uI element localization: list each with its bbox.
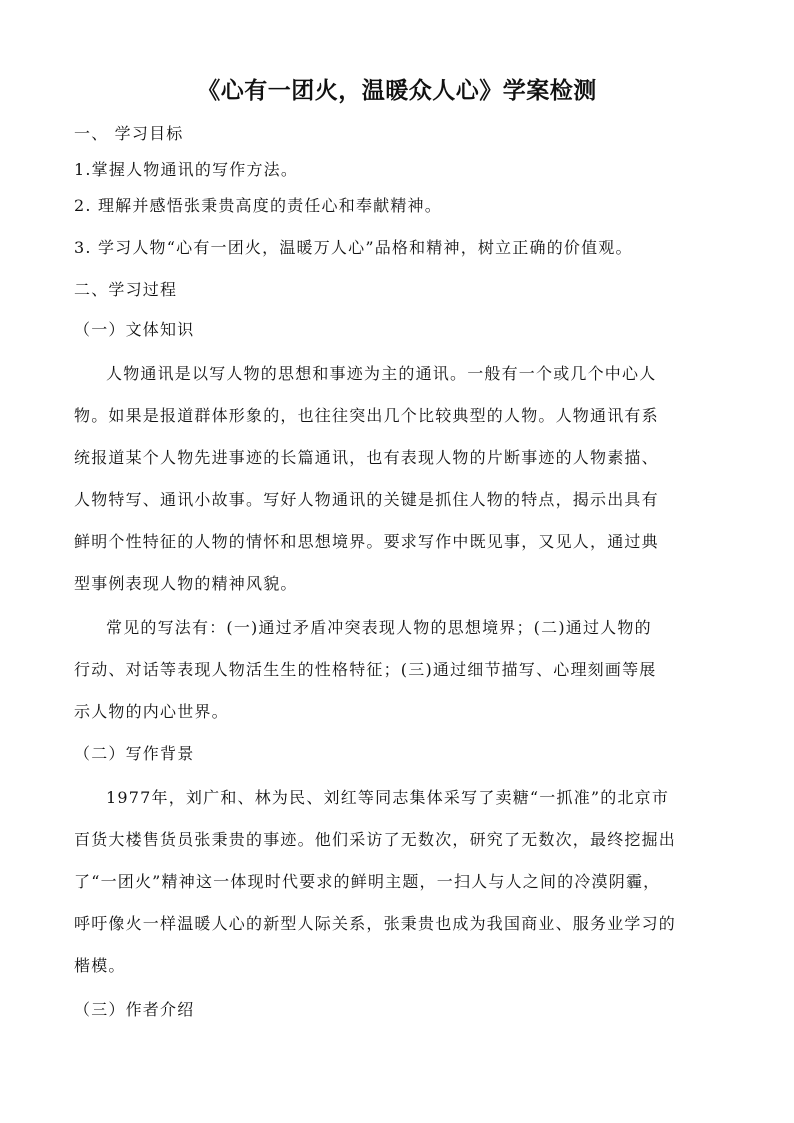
paragraph-line: 鲜明个性特征的人物的情怀和思想境界。要求写作中既见事，又见人，通过典 [74,532,659,551]
section-heading-objectives: 一、 学习目标 [74,124,184,143]
paragraph-line: 楷模。 [74,956,126,975]
subsection-heading-genre: （一）文体知识 [74,320,195,339]
paragraph-line: 型事例表现人物的精神风貌。 [74,574,298,593]
section-heading-process: 二、学习过程 [74,280,178,299]
paragraph-line: 人物通讯是以写人物的思想和事迹为主的通讯。一般有一个或几个中心人 [106,364,657,383]
objective-item: 2. 理解并感悟张秉贵高度的责任心和奉献精神。 [74,196,442,215]
paragraph-line: 了“一团火”精神这一体现时代要求的鲜明主题，一扫人与人之间的冷漠阴霾， [74,872,661,891]
objective-item: 3. 学习人物“心有一团火，温暖万人心”品格和精神，树立正确的价值观。 [74,238,633,257]
paragraph-line: 物。如果是报道群体形象的，也往往突出几个比较典型的人物。人物通讯有系 [74,406,659,425]
paragraph-line: 常见的写法有：(一)通过矛盾冲突表现人物的思想境界；(二)通过人物的 [106,618,652,637]
document-title: 《心有一团火，温暖众人心》学案检测 [197,78,597,104]
subsection-heading-author: （三）作者介绍 [74,1000,195,1019]
subsection-heading-background: （二）写作背景 [74,744,195,763]
paragraph-line: 呼吁像火一样温暖人心的新型人际关系，张秉贵也成为我国商业、服务业学习的 [74,914,677,933]
paragraph-line: 示人物的内心世界。 [74,702,229,721]
paragraph-line: 统报道某个人物先进事迹的长篇通讯，也有表现人物的片断事迹的人物素描、 [74,448,659,467]
objective-item: 1.掌握人物通讯的写作方法。 [74,160,299,179]
paragraph-line: 百货大楼售货员张秉贵的事迹。他们采访了无数次，研究了无数次，最终挖掘出 [74,830,677,849]
paragraph-line: 人物特写、通讯小故事。写好人物通讯的关键是抓住人物的特点，揭示出具有 [74,490,659,509]
paragraph-line: 1977年，刘广和、林为民、刘红等同志集体采写了卖糖“一抓准”的北京市 [106,788,670,807]
paragraph-line: 行动、对话等表现人物活生生的性格特征；(三)通过细节描写、心理刻画等展 [74,660,657,679]
